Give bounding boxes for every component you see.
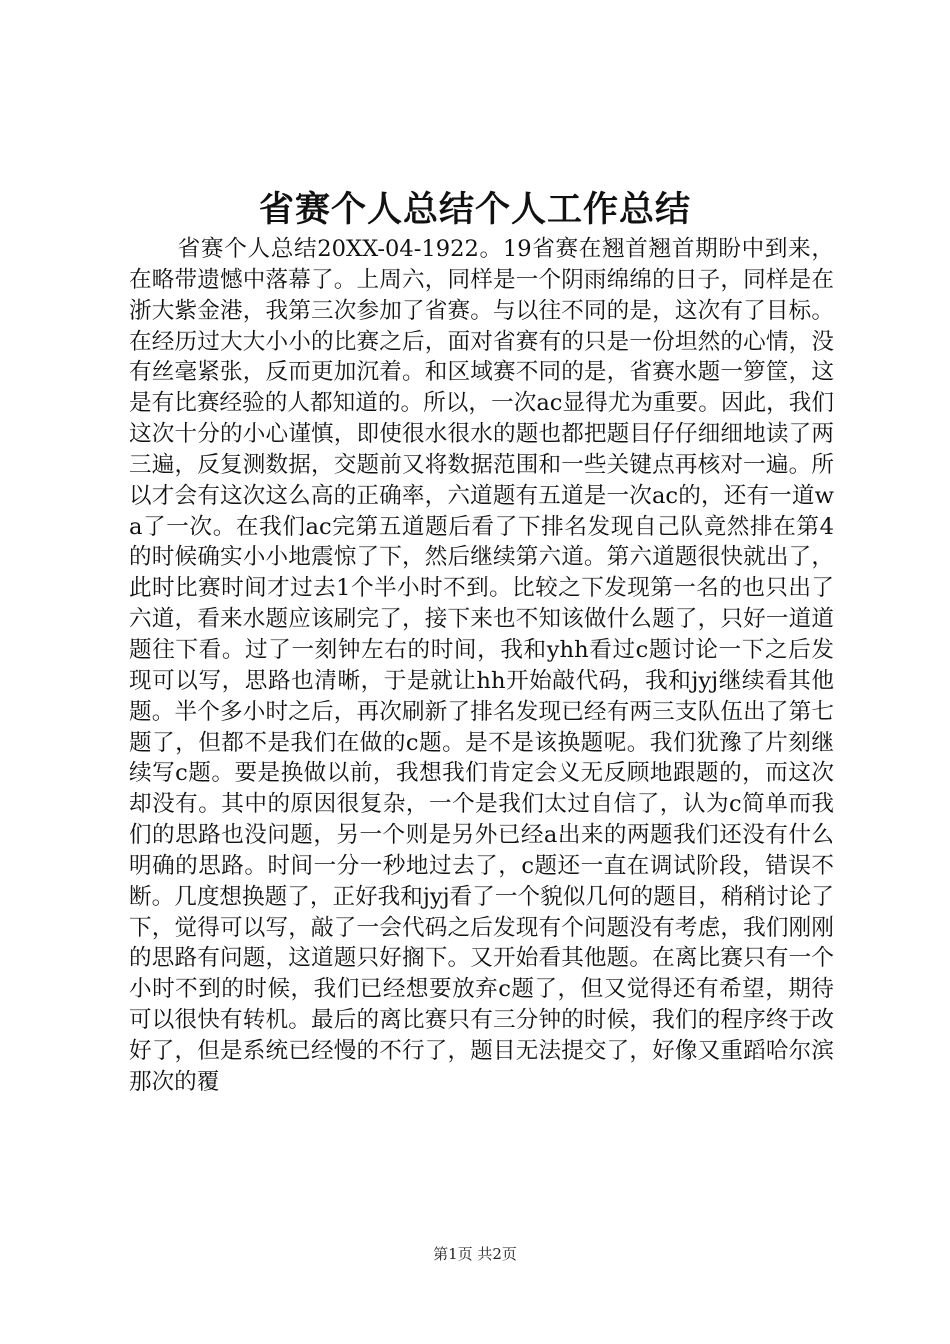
body-paragraph: 省赛个人总结20XX-04-1922。19省赛在翘首翘首期盼中到来，在略带遗憾中落幕了。上周六，同样是一个阴雨绵绵的日子，同样是在浙大紫金港，我第三次参加了省赛。与以往不同的是，这次有了目标。在经历过大大小小的比赛之后，面对省赛有的只是一份坦然的心情，没有丝毫紧张，反而更加沉着。和区域赛不同的是，省赛水题一箩筐，这是有比赛经验的人都知道的。所以，一次ac显得尤为重要。因此，我们这次十分的小心谨慎，即使很水很水的题也都把题目仔仔细细地读了两三遍，反复测数据，交题前又将数据范围和一些关键点再核对一遍。所以才会有这次这么高的正确率，六道题有五道是一次ac的，还有一道wa了一次。在我们ac完第五道题后看了下排名发现自己队竟然排在第4的时候确实小小地震惊了下，然后继续第六道。第六道题很快就出了，此时比赛时间才过去1个半小时不到。比较之下发现第一名的也只出了六道，看来水题应该刷完了，接下来也不知该做什么题了，只好一道道题往下看。过了一刻钟左右的时间，我和yhh看过c题讨论一下之后发现可以写，思路也清晰，于是就让hh开始敲代码，我和jyj继续看其他题。半个多小时之后，再次刷新了排名发现已经有两三支队伍出了第七题了，但都不是我们在做的c题。是不是该换题呢。我们犹豫了片刻继续写c题。要是换做以前，我想我们肯定会义无反顾地跟题的，而这次却没有。其中的原因很复杂，一个是我们太过自信了，认为c简单而我们的思路也没问题，另一个则是另外已经a出来的两题我们还没有什么明确的思路。时间一分一秒地过去了，c题还一直在调试阶段，错误不断。几度想换题了，正好我和jyj看了一个貌似几何的题目，稍稍讨论了下，觉得可以写，敲了一会代码之后发现有个问题没有考虑，我们刚刚的思路有问题，这道题只好搁下。又开始看其他题。在离比赛只有一个小时不到的时候，我们已经想要放弃c题了，但又觉得还有希望，期待可以很快有转机。最后的离比赛只有三分钟的时候，我们的程序终于改好了，但是系统已经慢的不行了，题目无法提交了，好像又重蹈哈尔滨那次的覆 bbox=[129, 236, 834, 1095]
document-title: 省赛个人总结个人工作总结 bbox=[258, 189, 691, 230]
document-body bbox=[129, 234, 834, 1098]
page-number-label: 第1页 共2页 bbox=[433, 1245, 517, 1263]
page-footer bbox=[0, 1244, 950, 1264]
